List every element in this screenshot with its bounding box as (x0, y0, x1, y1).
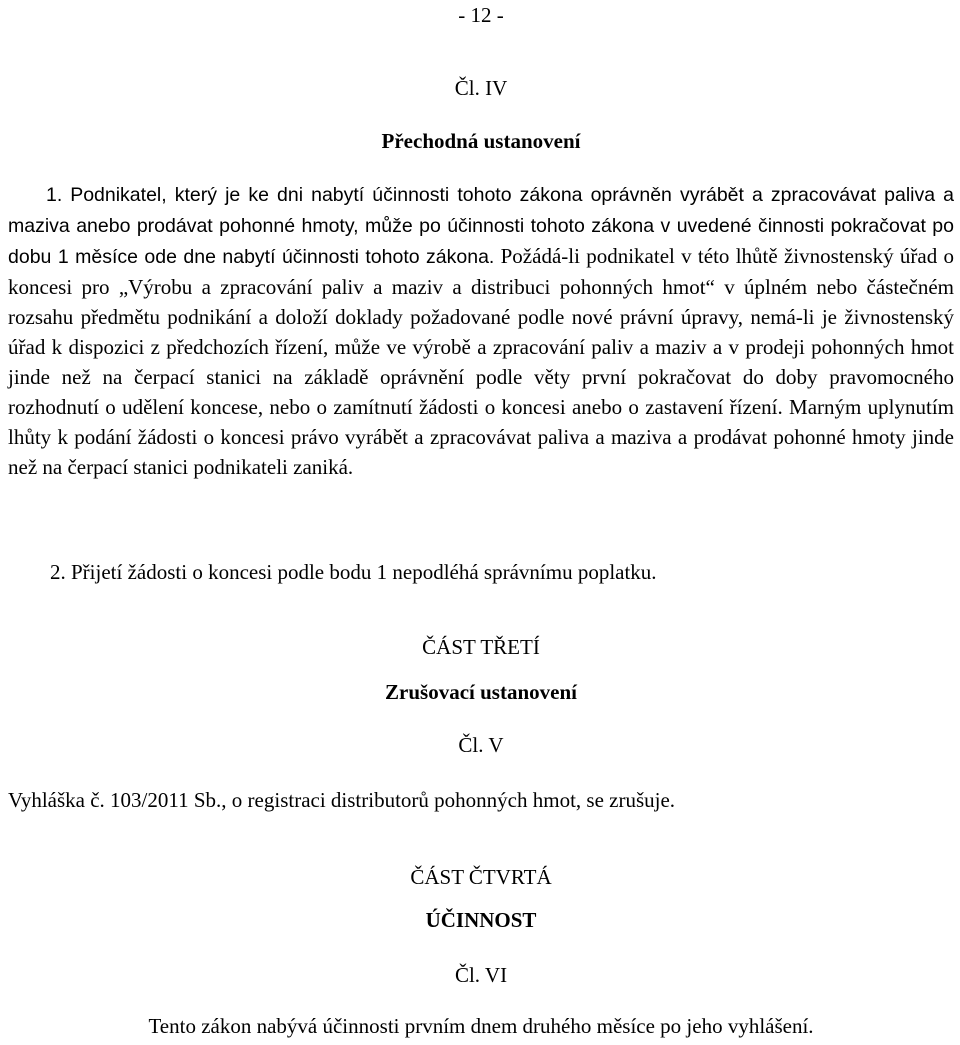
article-v-text: Vyhláška č. 103/2011 Sb., o registraci distributorů pohonných hmot, se zrušuje. (8, 788, 676, 812)
part-four-heading: ČÁST ČTVRTÁ (410, 865, 552, 889)
part-three-heading: ČÁST TŘETÍ (422, 635, 540, 659)
part-three-title: Zrušovací ustanovení (385, 680, 577, 704)
paragraph-1 (8, 179, 954, 482)
article-iv-heading: Čl. IV (454, 76, 508, 100)
article-v-heading: Čl. V (458, 733, 504, 757)
paragraph-1-number: 1. (46, 184, 63, 206)
article-iv-title: Přechodná ustanovení (381, 129, 581, 153)
paragraph-2: 2. Přijetí žádosti o koncesi podle bodu 1 nepodléhá správnímu poplatku. (50, 560, 657, 584)
part-four-title: ÚČINNOST (425, 908, 537, 932)
article-vi-heading: Čl. VI (454, 963, 508, 987)
paragraph-1-text-a: Podnikatel, který je ke dni nabytí účinnosti tohoto zákona oprávněn vyrábět a zpracovávat paliva a maziva anebo prodávat pohonné hmoty, může po účinnosti tohoto zákona v uvedené činnosti pokračovat po dobu 1 měsíce ode dne nabytí účinnosti tohoto zákona. (8, 184, 955, 268)
article-vi-text: Tento zákon nabývá účinnosti prvním dnem druhého měsíce po jeho vyhlášení. (148, 1014, 814, 1038)
paragraph-1-text-b: Požádá-li podnikatel v této lhůtě živnostenský úřad o koncesi pro „Výrobu a zpracování paliv a maziv a distribuci pohonných hmot“ v úplném nebo částečném rozsahu předmětu podnikání a doloží doklady požadované podle nové právní úpravy, nemá-li je živnostenský úřad k dispozici z předchozích řízení, může ve výrobě a zpracování paliv a maziv a v prodeji pohonných hmot jinde než na čerpací stanici na základě oprávnění podle věty první pokračovat do doby pravomocného rozhodnutí o udělení koncese, nebo o zamítnutí žádosti o koncesi anebo o zastavení řízení. Marným uplynutím lhůty k podání žádosti o koncesi právo vyrábět a zpracovávat paliva a maziva a prodávat pohonné hmoty jinde než na čerpací stanici podnikateli zaniká. (8, 244, 954, 479)
page-number: - 12 - (458, 3, 504, 27)
